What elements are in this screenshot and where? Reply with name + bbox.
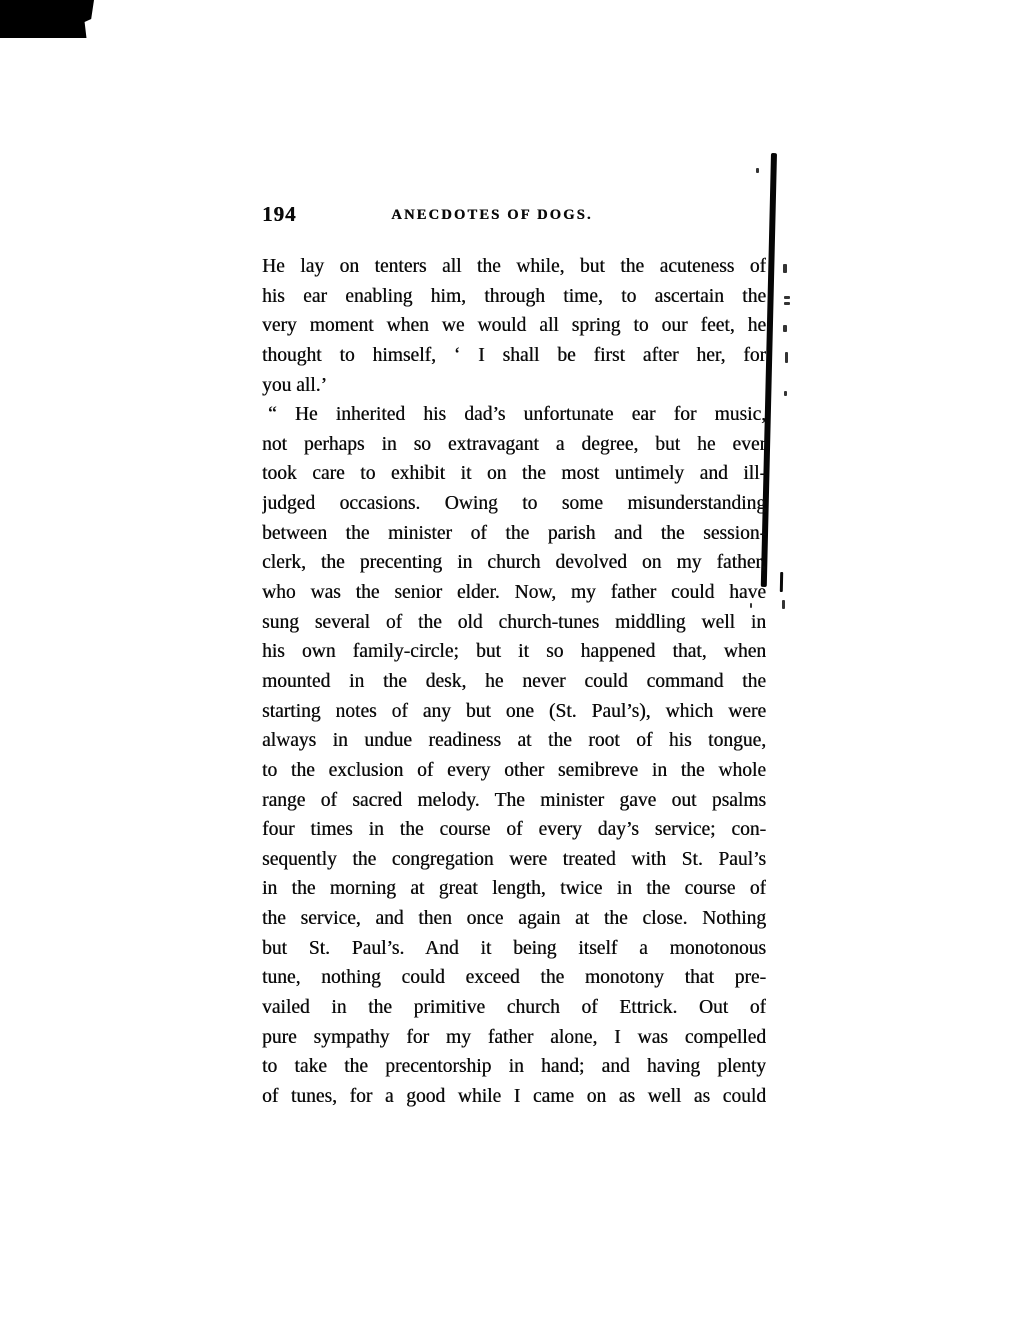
text-line: took care to exhibit it on the most untimely and ill- — [262, 463, 766, 485]
text-line: of tunes, for a good while I came on as well as could — [262, 1085, 766, 1107]
ink-speck — [783, 325, 787, 332]
paragraph — [262, 252, 766, 400]
text-line: sung several of the old church-tunes middling well in — [262, 611, 766, 633]
ink-speck — [784, 302, 790, 305]
ink-speck — [783, 264, 787, 273]
text-line: four times in the course of every day’s service; con- — [262, 819, 766, 841]
scan-corner-blot — [0, 0, 94, 38]
text-line: to take the precentorship in hand; and having plenty — [262, 1056, 766, 1078]
text-line: mounted in the desk, he never could command the — [262, 670, 766, 692]
paragraph — [262, 400, 766, 1111]
text-line: his ear enabling him, through time, to ascertain the — [262, 285, 766, 307]
text-line: in the morning at great length, twice in the course of — [262, 878, 766, 900]
text-line: sequently the congregation were treated with St. Paul’s — [262, 848, 766, 870]
text-line: thought to himself, ‘ I shall be first after her, for — [262, 344, 766, 366]
text-line: pure sympathy for my father alone, I was compelled — [262, 1026, 766, 1048]
text-line: you all.’ — [262, 374, 327, 396]
text-line: “ He inherited his dad’s unfortunate ear for music, — [268, 404, 766, 426]
text-line: always in undue readiness at the root of his tongue, — [262, 730, 766, 752]
text-line: range of sacred melody. The minister gave out psalms — [262, 789, 766, 811]
page-header — [262, 202, 766, 232]
text-line: to the exclusion of every other semibreve in the whole — [262, 759, 766, 781]
text-line: not perhaps in so extravagant a degree, but he ever — [262, 433, 766, 455]
text-line: He lay on tenters all the while, but the acuteness of — [262, 256, 766, 277]
text-line: his own family-circle; but it so happened that, when — [262, 641, 766, 663]
text-line: judged occasions. Owing to some misunderstanding — [262, 493, 766, 515]
text-line: who was the senior elder. Now, my father could have — [262, 582, 766, 604]
ink-speck — [784, 296, 790, 299]
text-line: tune, nothing could exceed the monotony that pre- — [262, 967, 766, 989]
scan-artifact-line-tail — [780, 572, 783, 592]
text-line: very moment when we would all spring to our feet, he — [262, 315, 766, 337]
ink-speck — [756, 168, 759, 173]
text-line: between the minister of the parish and the session- — [262, 522, 766, 544]
body-text — [262, 252, 766, 1112]
text-line: clerk, the precenting in church devolved on my father, — [262, 552, 766, 574]
ink-speck — [785, 352, 788, 363]
text-line: vailed in the primitive church of Ettrick. Out of — [262, 997, 766, 1019]
ink-speck — [782, 600, 785, 609]
text-line: but St. Paul’s. And it being itself a monotonous — [262, 937, 766, 959]
text-line: starting notes of any but one (St. Paul’s), which were — [262, 700, 766, 722]
text-line: the service, and then once again at the close. Nothing — [262, 908, 766, 930]
running-title: ANECDOTES OF DOGS. — [391, 207, 593, 223]
page-number: 194 — [262, 202, 297, 226]
ink-speck — [784, 391, 787, 396]
